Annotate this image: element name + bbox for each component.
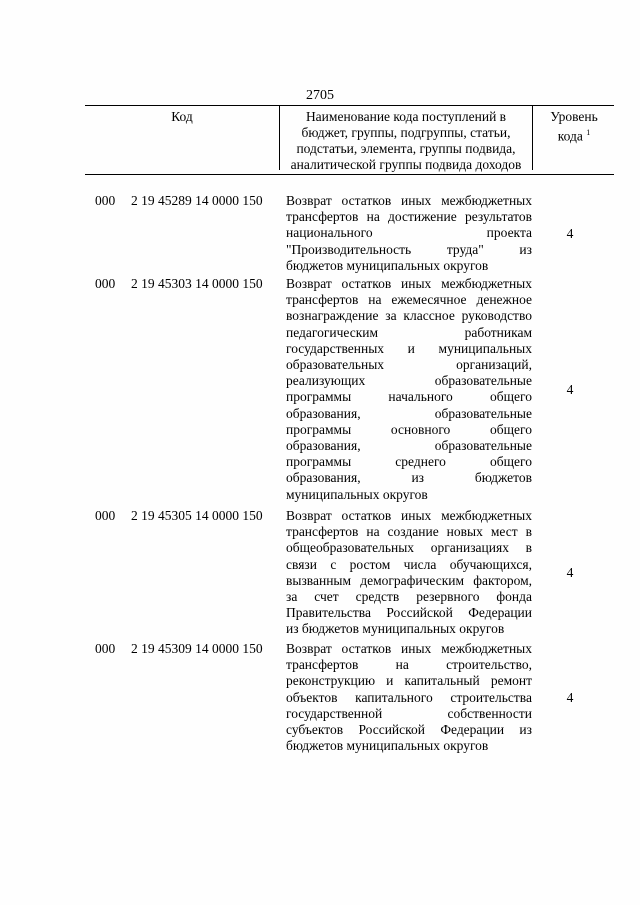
name-line: образования, образовательные [286, 405, 532, 421]
admin-code: 000 [95, 193, 116, 208]
revenue-code: 2 19 45303 14 0000 150 [131, 276, 263, 291]
admin-code: 000 [95, 641, 116, 656]
name-line: вознаграждение за классное руководство [286, 308, 532, 324]
name-line: педагогическим работникам [286, 324, 532, 340]
header-name-line: Наименование кода поступлений в [305, 109, 507, 124]
name-line: программы среднего общего [286, 454, 532, 470]
name-line: связи с ростом числа обучающихся, [286, 556, 532, 572]
name-line: национального проекта [286, 225, 532, 241]
name-line: образовательных организаций, [286, 357, 532, 373]
name-line: государственных и муниципальных [286, 340, 532, 356]
header-level [534, 109, 614, 145]
name-line: из бюджетов муниципальных округов [286, 621, 505, 637]
revenue-name [286, 641, 532, 754]
name-line: образования, образовательные [286, 438, 532, 454]
header-level-line1: Уровень [550, 109, 598, 124]
name-line: трансфертов на ежемесячное денежное [286, 292, 532, 308]
name-line: за счет средств резервного фонда [286, 589, 532, 605]
revenue-code: 2 19 45309 14 0000 150 [131, 641, 263, 656]
admin-code: 000 [95, 276, 116, 291]
name-line: субъектов Российской Федерации из [286, 722, 532, 738]
name-line: трансфертов на строительство, [286, 657, 532, 673]
admin-code: 000 [95, 508, 116, 523]
name-line: бюджетов муниципальных округов [286, 257, 489, 273]
name-line: Возврат остатков иных межбюджетных [286, 276, 532, 291]
name-line: реализующих образовательные [286, 373, 532, 389]
name-line: объектов капитального строительства [286, 689, 532, 705]
table-header [85, 105, 614, 175]
revenue-name [286, 508, 532, 638]
name-line: государственной собственности [286, 705, 532, 721]
name-line: "Производительность труда" из [286, 241, 532, 257]
name-line: реконструкцию и капитальный ремонт [286, 673, 532, 689]
header-name-line: подстатьи, элемента, группы подвида, [296, 141, 516, 156]
header-level-line2: кода $^1$ [557, 128, 591, 144]
header-code: Код [171, 109, 193, 124]
name-line: трансфертов на достижение результатов [286, 209, 532, 225]
header-name-line: аналитической группы подвида доходов [290, 157, 522, 172]
name-line: бюджетов муниципальных округов [286, 738, 489, 754]
footnote-mark: 1 [586, 128, 591, 137]
level-value: 4 [566, 565, 574, 580]
name-line: муниципальных округов [286, 486, 428, 502]
name-line: образования, из бюджетов [286, 470, 532, 486]
revenue-code: 2 19 45305 14 0000 150 [131, 508, 263, 523]
name-line: программы основного общего [286, 421, 532, 437]
name-line: программы начального общего [286, 389, 532, 405]
name-line: Возврат остатков иных межбюджетных [286, 508, 532, 523]
name-line: трансфертов на создание новых мест в [286, 524, 532, 540]
name-line: Правительства Российской Федерации [286, 605, 532, 621]
name-line: Возврат остатков иных межбюджетных [286, 193, 532, 208]
level-value: 4 [566, 382, 574, 397]
name-line: вызванным демографическим фактором, [286, 572, 532, 588]
page-number: 2705 [306, 88, 334, 103]
revenue-code: 2 19 45289 14 0000 150 [131, 193, 263, 208]
name-line: Возврат остатков иных межбюджетных [286, 641, 532, 656]
header-name [279, 106, 533, 170]
header-name-line: бюджет, группы, подгруппы, статьи, [301, 125, 511, 140]
revenue-name [286, 276, 532, 503]
level-value: 4 [566, 690, 574, 705]
revenue-name [286, 193, 532, 274]
name-line: общеобразовательных организациях в [286, 540, 532, 556]
level-value: 4 [566, 226, 574, 241]
